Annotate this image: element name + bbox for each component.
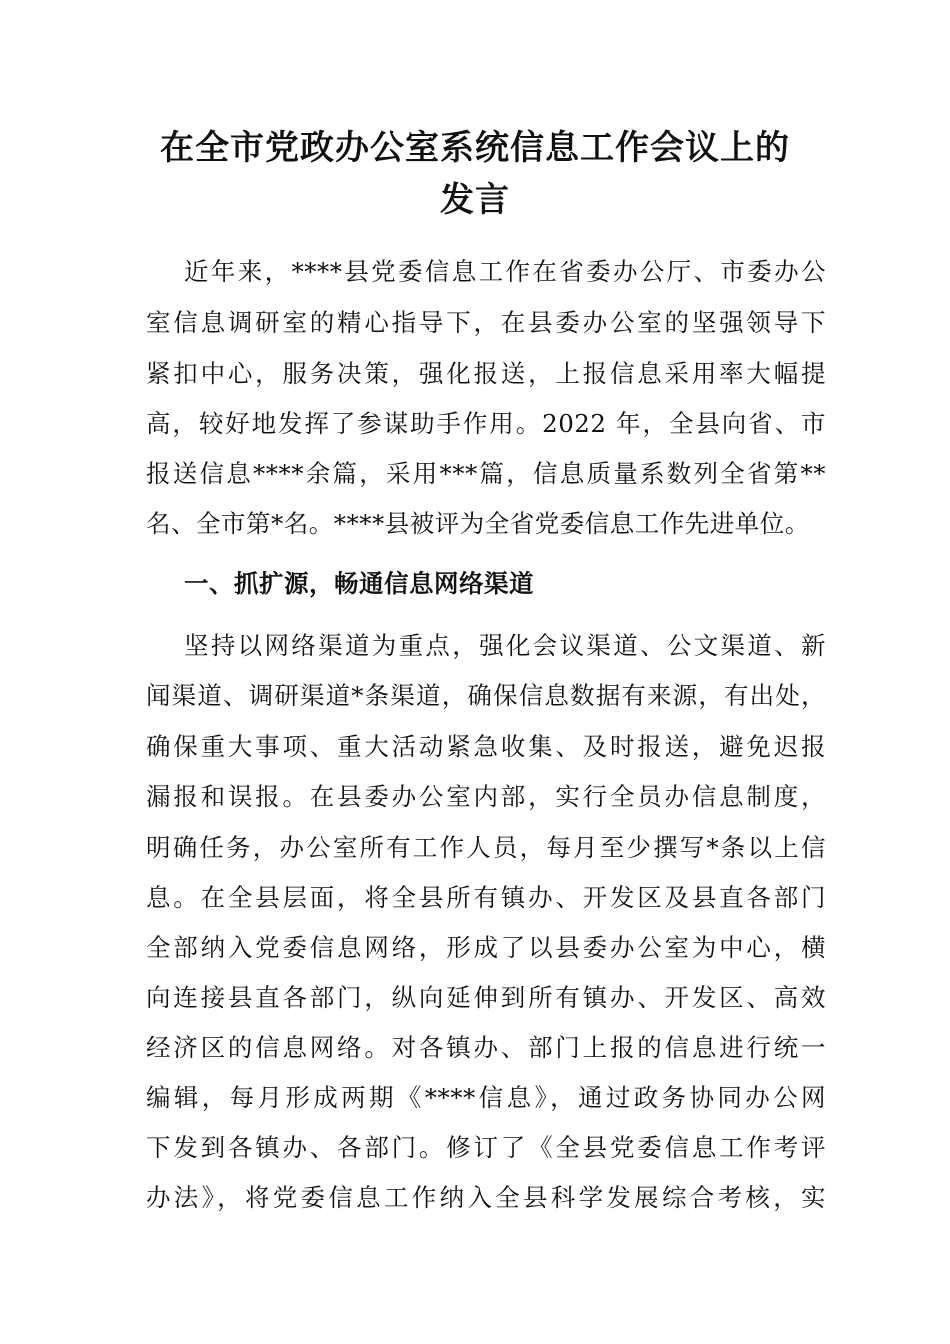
paragraph-2-line-10: 编辑，每月形成两期《****信息》，通过政务协同办公网 bbox=[146, 1083, 826, 1112]
section-heading-1: 一、抓扩源，畅通信息网络渠道 bbox=[184, 569, 534, 598]
paragraph-1-line-3: 紧扣中心，服务决策，强化报送，上报信息采用率大幅提 bbox=[146, 359, 826, 388]
paragraph-2-line-4: 漏报和误报。在县委办公室内部，实行全员办信息制度， bbox=[146, 782, 826, 811]
paragraph-1-line-2: 室信息调研室的精心指导下，在县委办公室的坚强领导下 bbox=[146, 308, 826, 337]
paragraph-2-line-9: 经济区的信息网络。对各镇办、部门上报的信息进行统一 bbox=[146, 1033, 826, 1062]
paragraph-2-line-1: 坚持以网络渠道为重点，强化会议渠道、公文渠道、新 bbox=[184, 631, 826, 660]
paragraph-2-line-12: 办法》，将党委信息工作纳入全县科学发展综合考核，实 bbox=[146, 1183, 826, 1212]
paragraph-2-line-5: 明确任务，办公室所有工作人员，每月至少撰写*条以上信 bbox=[146, 833, 826, 862]
paragraph-2-line-7: 全部纳入党委信息网络，形成了以县委办公室为中心，横 bbox=[146, 933, 826, 962]
paragraph-2-line-2: 闻渠道、调研渠道*条渠道，确保信息数据有来源，有出处， bbox=[146, 681, 826, 710]
document-title-line-1: 在全市党政办公室系统信息工作会议上的 bbox=[160, 128, 790, 168]
paragraph-1-line-5: 报送信息****余篇，采用***篇，信息质量系数列全省第** bbox=[146, 459, 826, 488]
paragraph-1-line-4: 高，较好地发挥了参谋助手作用。2022 年，全县向省、市 bbox=[146, 409, 826, 438]
paragraph-1-line-6: 名、全市第*名。****县被评为全省党委信息工作先进单位。 bbox=[146, 509, 810, 538]
paragraph-2-line-6: 息。在全县层面，将全县所有镇办、开发区及县直各部门 bbox=[146, 883, 826, 912]
paragraph-2-line-3: 确保重大事项、重大活动紧急收集、及时报送，避免迟报 bbox=[146, 732, 826, 761]
paragraph-1-line-1: 近年来，****县党委信息工作在省委办公厅、市委办公 bbox=[184, 257, 826, 286]
paragraph-2-line-8: 向连接县直各部门，纵向延伸到所有镇办、开发区、高效 bbox=[146, 983, 826, 1012]
paragraph-2-line-11: 下发到各镇办、各部门。修订了《全县党委信息工作考评 bbox=[146, 1133, 826, 1162]
document-title-line-2: 发言 bbox=[440, 180, 510, 220]
